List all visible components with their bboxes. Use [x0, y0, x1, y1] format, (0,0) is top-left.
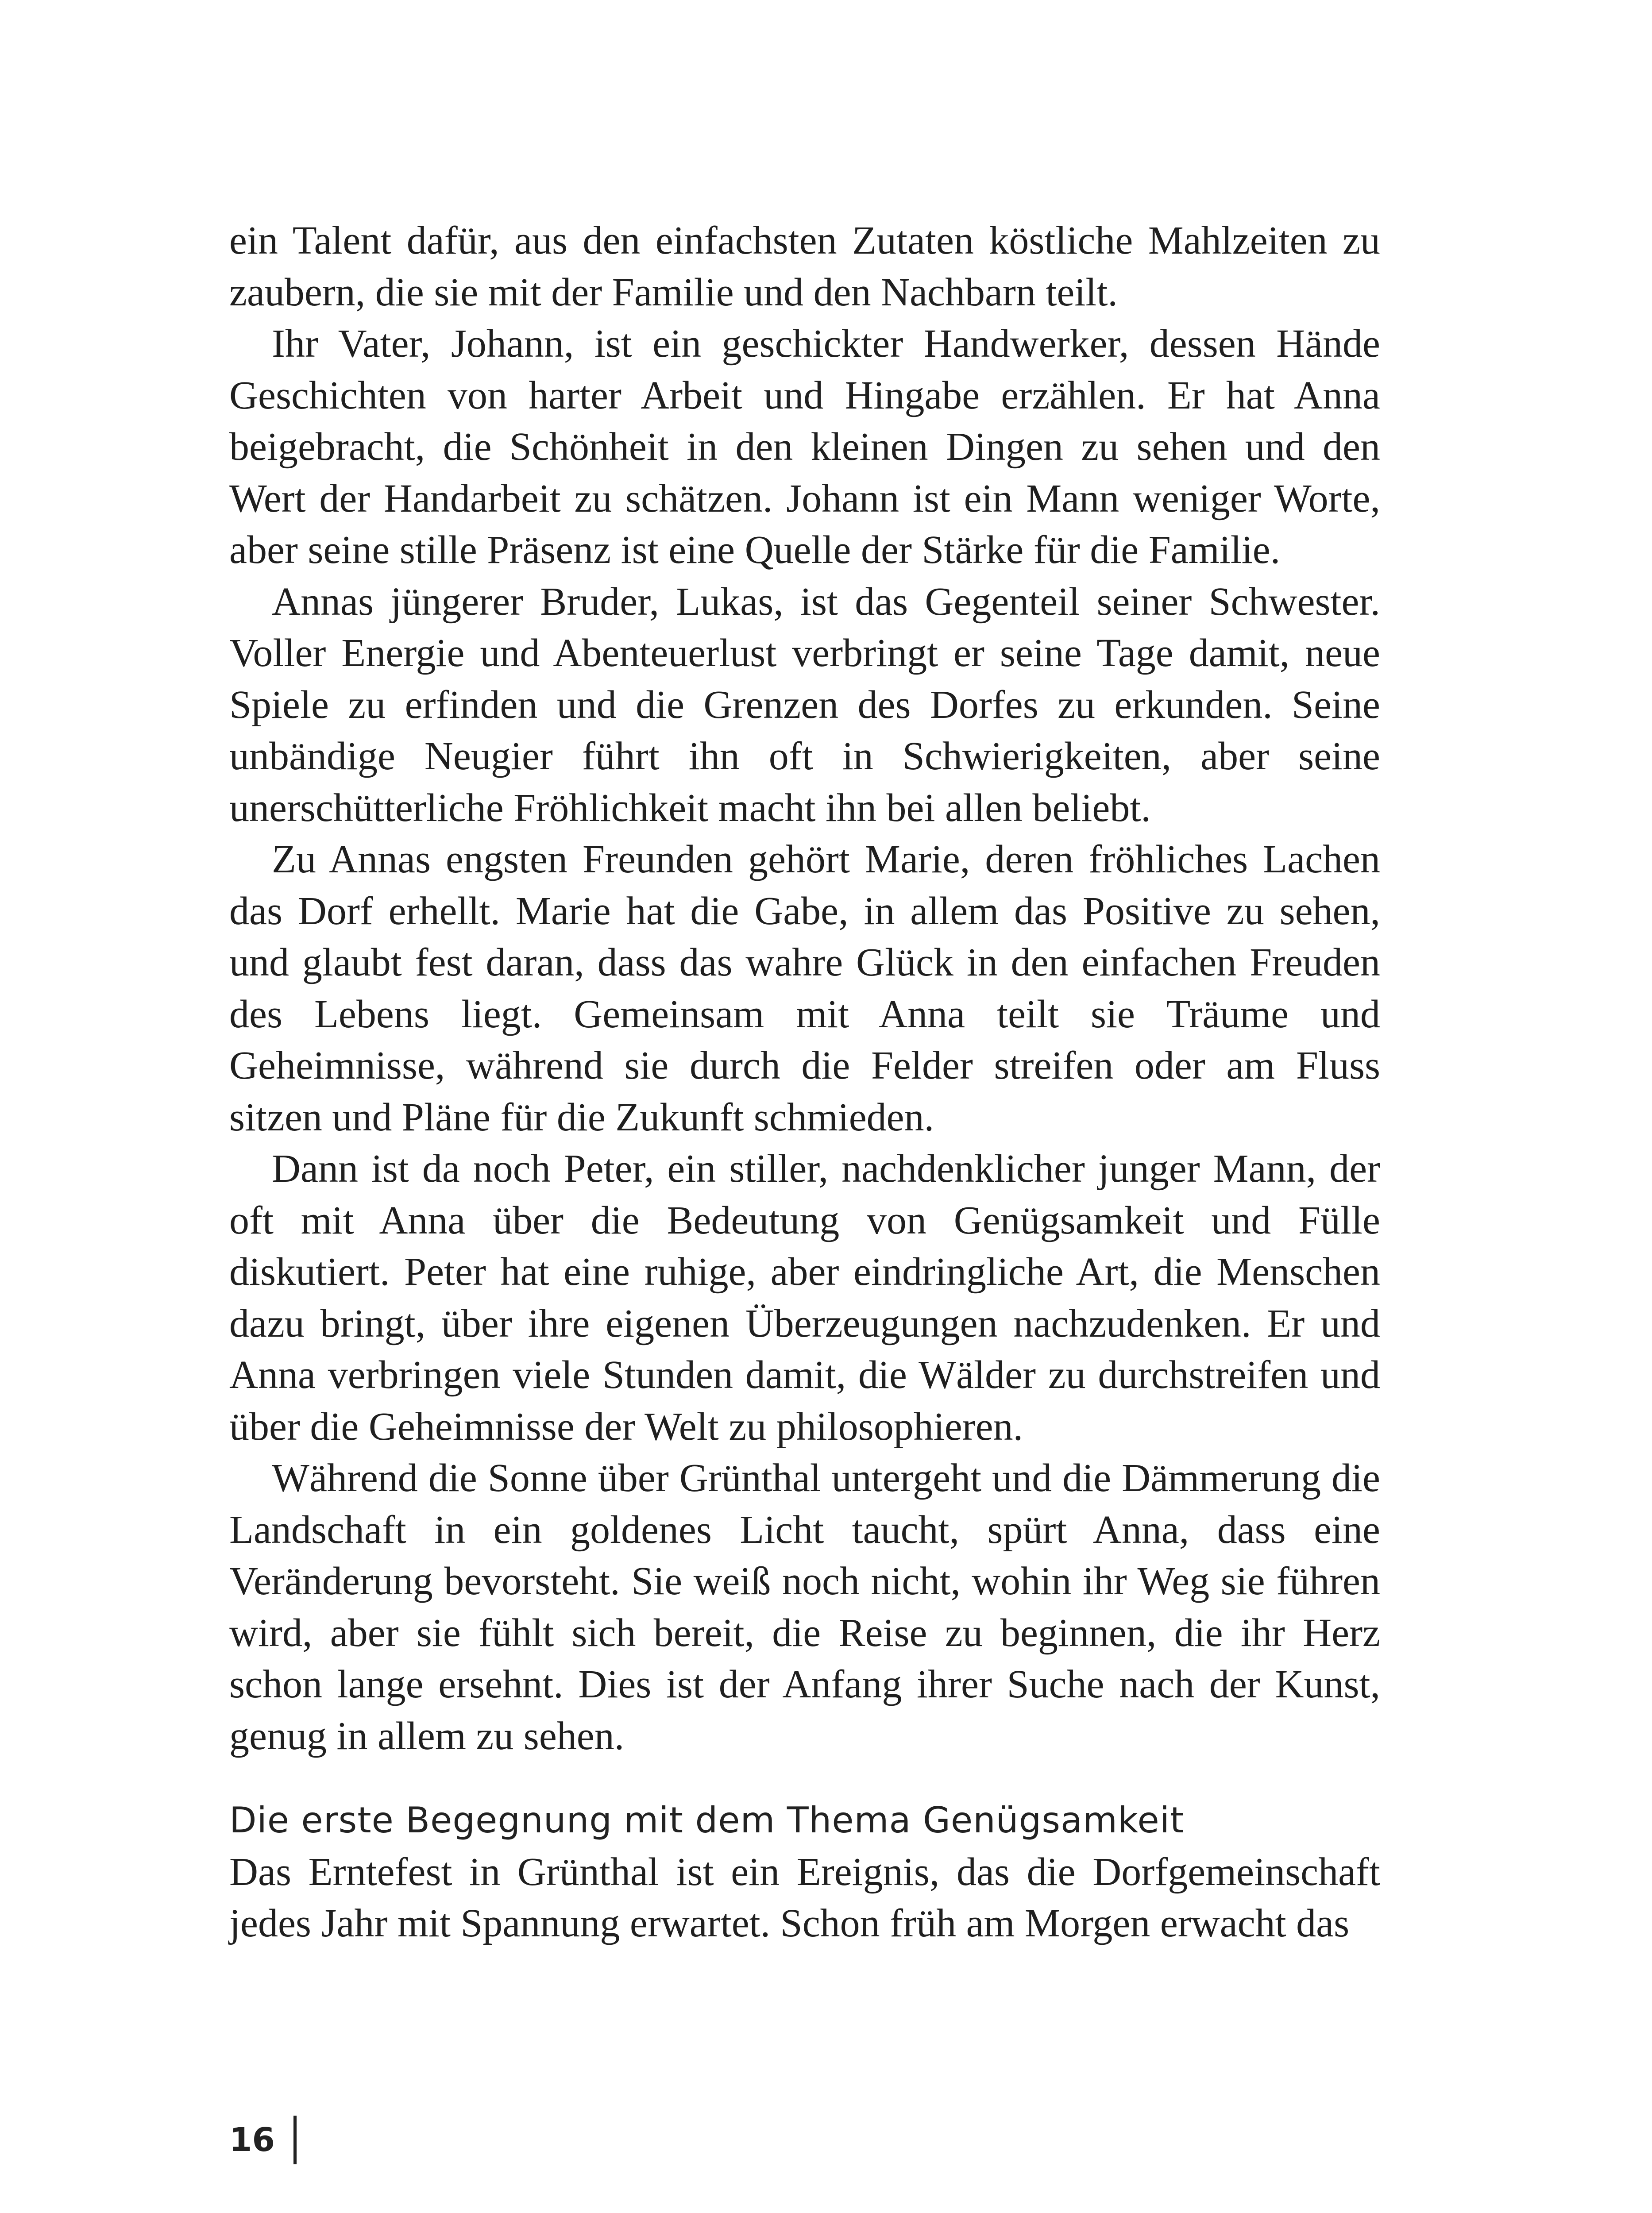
- paragraph-lukas: Annas jüngerer Bruder, Lukas, ist das Gegenteil seiner Schwester. Voller Energie und Abenteuerlust verbringt er seine Tage damit, neue Spiele zu erfinden und die Grenzen des Dorfes zu erkunden. Seine unbändige Neugier führt ihn oft in Schwierigkeiten, aber seine unerschütterliche Fröhlichkeit macht ihn bei allen beliebt.: [229, 579, 1380, 830]
- paragraph-continuation: ein Talent dafür, aus den einfachsten Zutaten köstliche Mahlzeiten zu zaubern, die sie mit der Familie und den Nachbarn teilt.: [229, 219, 1380, 314]
- paragraph-peter: Dann ist da noch Peter, ein stiller, nachdenklicher junger Mann, der oft mit Anna über die Bedeutung von Genügsamkeit und Fülle diskutiert. Peter hat eine ruhige, aber eindringliche Art, die Menschen dazu bringt, über ihre eigenen Überzeugungen nachzudenken. Er und Anna verbringen viele Stunden damit, die Wälder zu durchstreifen und über die Geheimnisse der Welt zu philosophieren.: [229, 1147, 1380, 1449]
- paragraph-marie: Zu Annas engsten Freunden gehört Marie, deren fröhliches Lachen das Dorf erhellt. Marie hat die Gabe, in allem das Positive zu sehen, und glaubt fest daran, dass das wahre Glück in den einfachen Freuden des Lebens liegt. Gemeinsam mit Anna teilt sie Träume und Geheimnisse, während sie durch die Felder streifen oder am Fluss sitzen und Pläne für die Zukunft schmieden.: [229, 837, 1380, 1139]
- paragraph-erntefest: Das Erntefest in Grünthal ist ein Ereignis, das die Dorfgemeinschaft jedes Jahr mit Spannung erwartet. Schon früh am Morgen erwacht das: [229, 1850, 1380, 1945]
- paragraph-sunset: Während die Sonne über Grünthal untergeht und die Dämmerung die Landschaft in ein goldenes Licht taucht, spürt Anna, dass eine Veränderung bevorsteht. Sie weiß noch nicht, wohin ihr Weg sie führen wird, aber sie fühlt sich bereit, die Reise zu beginnen, die ihr Herz schon lange ersehnt. Dies ist der Anfang ihrer Suche nach der Kunst, genug in allem zu sehen.: [229, 1456, 1380, 1758]
- page-number: 16: [229, 2121, 275, 2159]
- page-body: [229, 215, 1380, 1950]
- page-footer: [229, 2116, 297, 2164]
- page-number-divider: [293, 2116, 297, 2164]
- paragraph-johann: Ihr Vater, Johann, ist ein geschickter Handwerker, dessen Hände Geschichten von harter Arbeit und Hingabe erzählen. Er hat Anna beigebracht, die Schönheit in den kleinen Dingen zu sehen und den Wert der Handarbeit zu schätzen. Johann ist ein Mann weniger Worte, aber seine stille Präsenz ist eine Quelle der Stärke für die Familie.: [229, 322, 1380, 572]
- section-heading: Die erste Begegnung mit dem Thema Genügsamkeit: [229, 1800, 1185, 1841]
